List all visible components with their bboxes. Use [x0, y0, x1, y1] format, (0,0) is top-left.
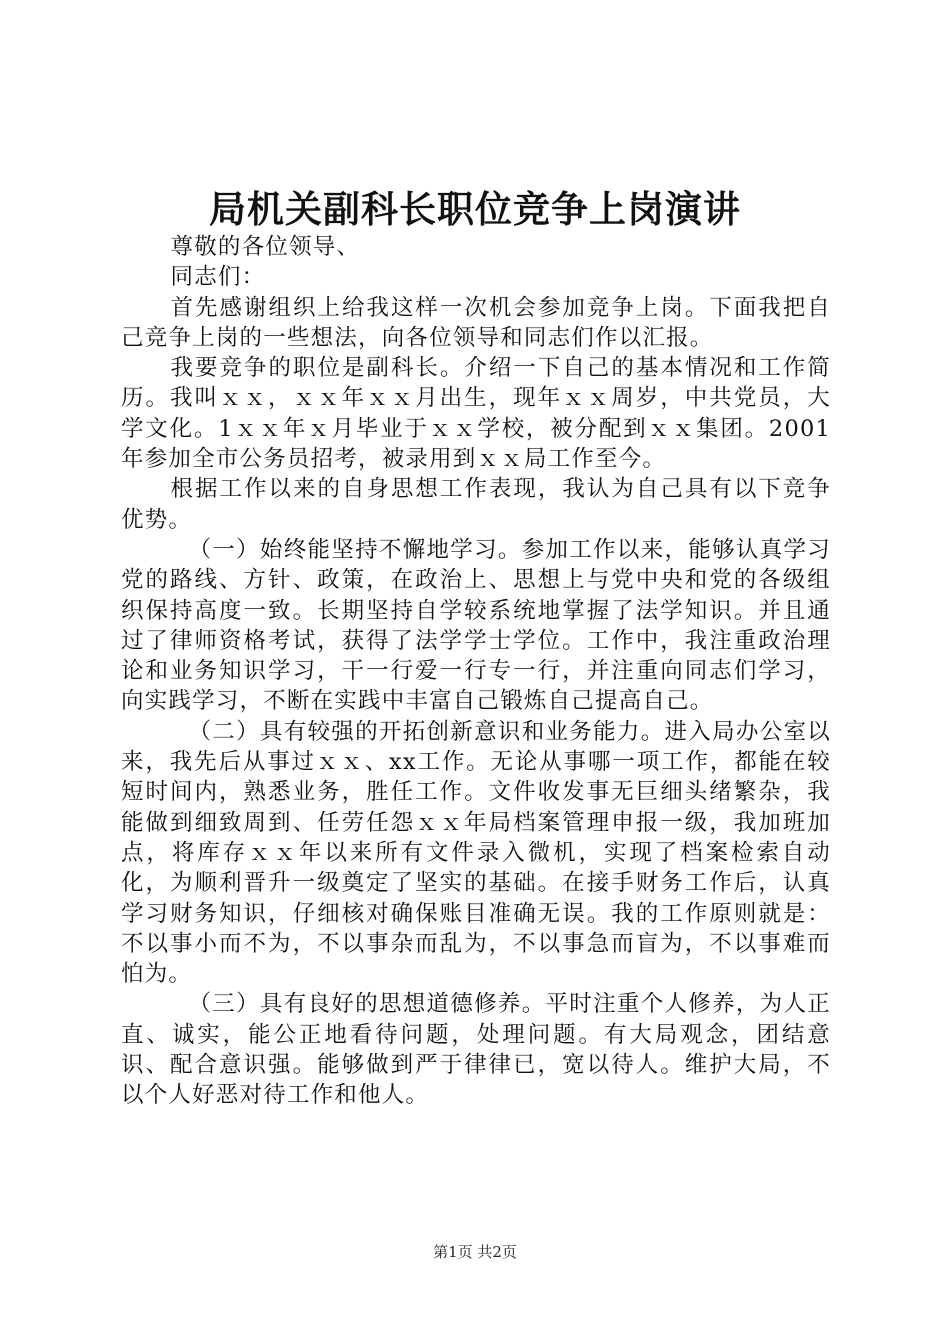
paragraph-point-2: （二）具有较强的开拓创新意识和业务能力。进入局办公室以来，我先后从事过ｘｘ、xx工作。无论从事哪一项工作，都能在较短时间内，熟悉业务，胜任工作。文件收发事无巨细头绪繁杂，我能做到细致周到、任劳任怨ｘｘ年局档案管理申报一级，我加班加点，将库存ｘｘ年以来所有文件录入微机，实现了档案检索自动化，为顺利晋升一级奠定了坚实的基础。在接手财务工作后，认真学习财务知识，仔细核对确保账目准确无误。我的工作原则就是：不以事小而不为，不以事杂而乱为，不以事急而盲为，不以事难而怕为。 [121, 718, 831, 988]
greeting-line-2: 同志们： [170, 264, 266, 291]
paragraph-advantages: 根据工作以来的自身思想工作表现，我认为自己具有以下竞争优势。 [121, 476, 831, 533]
document-body [121, 232, 831, 1111]
paragraph-background: 我要竞争的职位是副科长。介绍一下自己的基本情况和工作简历。我叫ｘｘ，ｘｘ年ｘｘ月出生，现年ｘｘ周岁，中共党员，大学文化。1ｘｘ年ｘ月毕业于ｘｘ学校，被分配到ｘｘ集团。2001年参加全市公务员招考，被录用到ｘｘ局工作至今。 [121, 355, 831, 473]
paragraph-point-3: （三）具有良好的思想道德修养。平时注重个人修养，为人正直、诚实，能公正地看待问题，处理问题。有大局观念，团结意识、配合意识强。能够做到严于律律已，宽以待人。维护大局，不以个人好恶对待工作和他人。 [121, 991, 831, 1109]
paragraph-intro: 首先感谢组织上给我这样一次机会参加竞争上岗。下面我把自己竞争上岗的一些想法，向各位领导和同志们作以汇报。 [121, 294, 831, 351]
greeting-line-1: 尊敬的各位领导、 [170, 234, 361, 260]
page-footer: 第1页 共2页 [433, 1243, 517, 1261]
document-title: 局机关副科长职位竞争上岗演讲 [209, 188, 741, 231]
paragraph-point-1: （一）始终能坚持不懈地学习。参加工作以来，能够认真学习党的路线、方针、政策，在政治上、思想上与党中央和党的各级组织保持高度一致。长期坚持自学较系统地掌握了法学知识。并且通过了律师资格考试，获得了法学学士学位。工作中，我注重政治理论和业务知识学习，干一行爱一行专一行，并注重向同志们学习，向实践学习，不断在实践中丰富自己锻炼自己提高自己。 [121, 536, 831, 715]
